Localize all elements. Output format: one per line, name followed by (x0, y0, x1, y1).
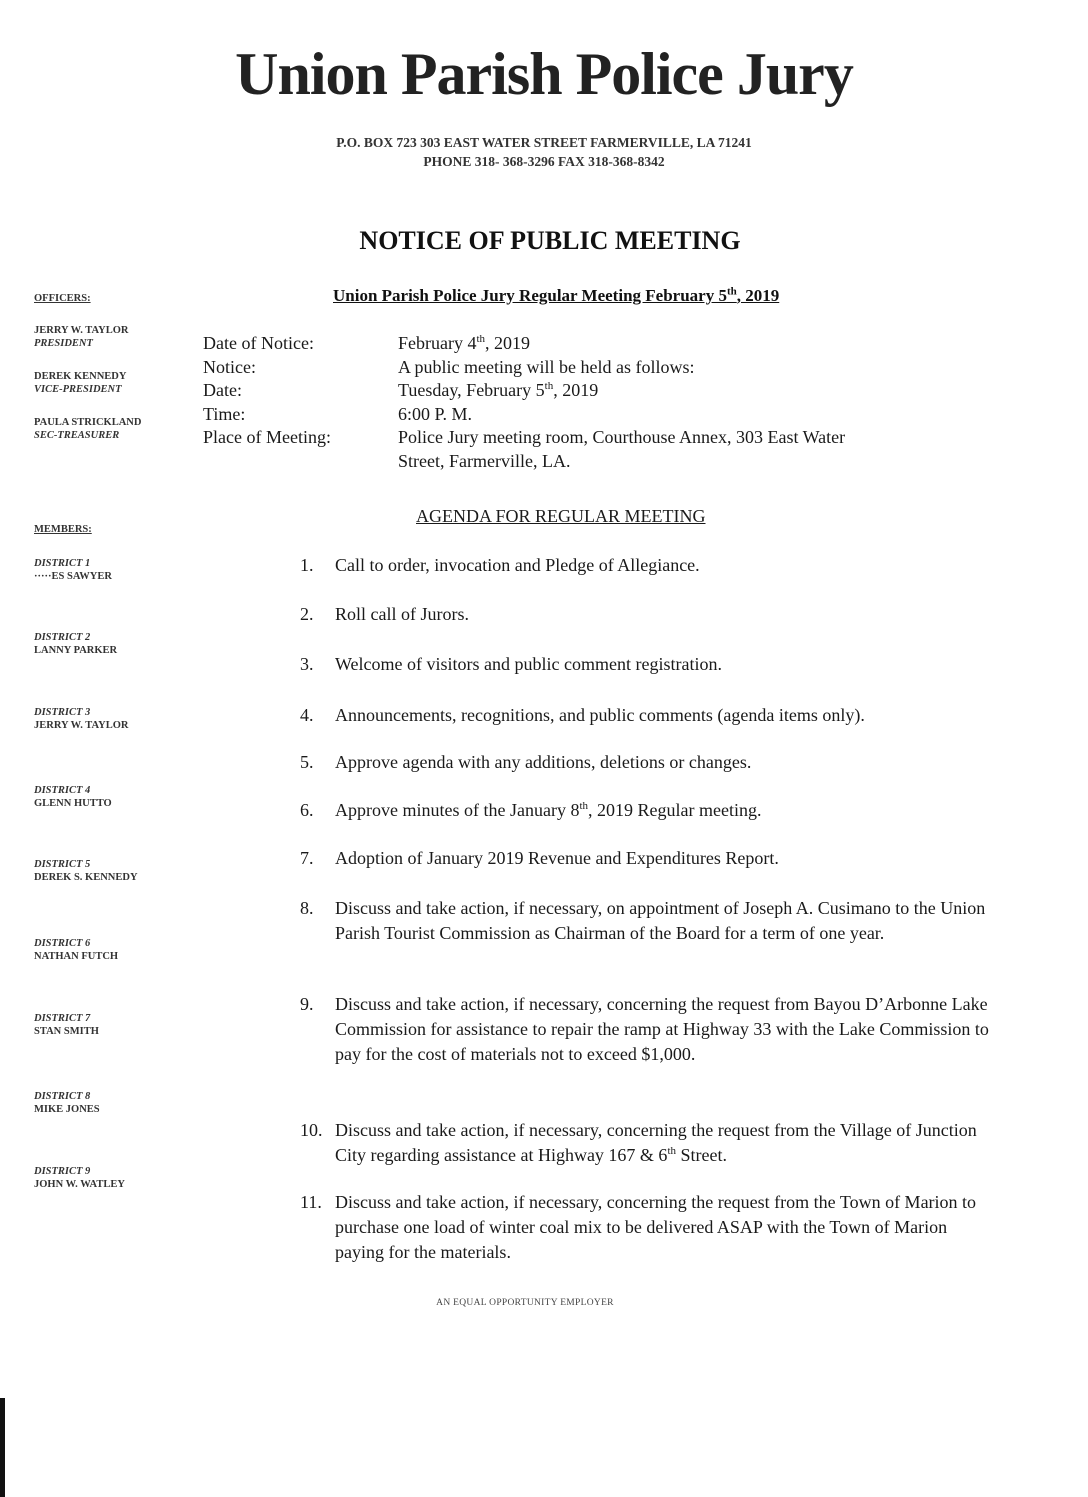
date-of-notice-year: , 2019 (485, 333, 531, 353)
date-of-notice-sup: th (476, 333, 486, 345)
member-entry (34, 706, 204, 732)
officer-name: JERRY W. TAYLOR (34, 325, 129, 336)
agenda-item (300, 602, 990, 627)
agenda-text-part: Street. (676, 1145, 727, 1165)
agenda-item (300, 1190, 990, 1265)
member-district: DISTRICT 4 (34, 785, 91, 796)
agenda-number: 1. (300, 555, 314, 575)
officer-name: PAULA STRICKLAND (34, 417, 142, 428)
agenda-text (335, 1118, 990, 1168)
agenda-number: 6. (300, 800, 314, 820)
agenda-text: Announcements, recognitions, and public comments (agenda items only). (335, 705, 865, 725)
agenda-item (300, 896, 990, 946)
agenda-text-part: , 2019 Regular meeting. (588, 800, 762, 820)
agenda-number: 3. (300, 654, 314, 674)
meeting-title-sup: th (726, 285, 737, 298)
agenda-text: Adoption of January 2019 Revenue and Expenditures Report. (335, 848, 779, 868)
date-text: Tuesday, February 5 (398, 380, 545, 400)
detail-label: Date: (203, 380, 242, 400)
members-heading: MEMBERS: (34, 524, 92, 535)
agenda-number: 5. (300, 752, 314, 772)
member-name: LANNY PARKER (34, 645, 118, 656)
organization-name: Union Parish Police Jury (235, 41, 853, 107)
date-of-notice-text: February 4 (398, 333, 477, 353)
member-district: DISTRICT 9 (34, 1166, 91, 1177)
notice-title: NOTICE OF PUBLIC MEETING (359, 226, 741, 255)
detail-row-place (203, 426, 963, 473)
agenda-item (300, 992, 990, 1067)
detail-label: Time: (203, 403, 246, 424)
agenda-item (300, 798, 990, 823)
agenda-heading: AGENDA FOR REGULAR MEETING (416, 506, 706, 526)
place-line: Street, Farmerville, LA. (398, 450, 571, 471)
agenda-item (300, 846, 990, 871)
officer-name: DEREK KENNEDY (34, 371, 127, 382)
agenda-text-sup: th (579, 800, 589, 812)
detail-label: Date of Notice: (203, 333, 314, 353)
member-name: STAN SMITH (34, 1026, 99, 1037)
agenda-text (335, 798, 990, 823)
member-entry (34, 937, 204, 963)
officers-heading: OFFICERS: (34, 293, 91, 304)
detail-label: Notice: (203, 356, 256, 377)
agenda-number: 11. (300, 1192, 322, 1212)
member-district: DISTRICT 1 (34, 558, 91, 569)
agenda-text: Discuss and take action, if necessary, on appointment of Joseph A. Cusimano to the Union Parish Tourist Commission as Chairman of the Board for a term of one year. (335, 898, 986, 943)
member-entry (34, 557, 204, 583)
member-district: DISTRICT 6 (34, 938, 91, 949)
agenda-number: 2. (300, 604, 314, 624)
agenda-text-part: Discuss and take action, if necessary, concerning the request from the Village of Junction City regarding assistance at Highway 167 & 6 (335, 1120, 977, 1165)
detail-row-time (203, 403, 963, 427)
officer-role: PRESIDENT (34, 338, 93, 349)
date-year: , 2019 (553, 380, 599, 400)
agenda-text-part: Approve minutes of the January 8 (335, 800, 580, 820)
member-name: MIKE JONES (34, 1104, 100, 1115)
agenda-item (300, 652, 990, 677)
officer-entry (34, 370, 204, 396)
meeting-title-year: , 2019 (736, 286, 780, 305)
agenda-item (300, 703, 990, 728)
member-entry (34, 631, 204, 657)
member-name: DEREK S. KENNEDY (34, 872, 138, 883)
officer-entry (34, 324, 204, 350)
footer-text: AN EQUAL OPPORTUNITY EMPLOYER (436, 1298, 614, 1308)
detail-label: Place of Meeting: (203, 427, 331, 447)
detail-row-notice (203, 356, 963, 380)
scan-edge-mark (0, 1398, 5, 1497)
detail-value (398, 426, 963, 473)
detail-row-date-of-notice (203, 332, 963, 356)
agenda-text: Discuss and take action, if necessary, concerning the request from the Town of Marion to purchase one load of winter coal mix to be delivered ASAP with the Town of Marion paying for the materials. (335, 1192, 977, 1262)
member-name: GLENN HUTTO (34, 798, 112, 809)
agenda-text: Welcome of visitors and public comment registration. (335, 654, 722, 674)
agenda-item (300, 750, 990, 775)
detail-row-date (203, 379, 963, 403)
detail-value: A public meeting will be held as follows: (398, 356, 695, 377)
organization-phone-fax: PHONE 318- 368-3296 FAX 318-368-8342 (423, 154, 665, 169)
detail-value (398, 379, 963, 403)
agenda-text: Approve agenda with any additions, deletions or changes. (335, 752, 752, 772)
date-sup: th (544, 380, 554, 392)
organization-contact (0, 133, 1088, 171)
member-name: NATHAN FUTCH (34, 951, 119, 962)
member-district: DISTRICT 8 (34, 1091, 91, 1102)
member-entry (34, 784, 204, 810)
place-line: Police Jury meeting room, Courthouse Annex, 303 East Water (398, 427, 846, 447)
member-district: DISTRICT 5 (34, 859, 91, 870)
meeting-details (203, 332, 963, 473)
agenda-item (300, 553, 990, 578)
officer-entry (34, 416, 204, 442)
agenda-number: 4. (300, 705, 314, 725)
agenda-number: 9. (300, 994, 314, 1014)
member-name: JERRY W. TAYLOR (34, 720, 129, 731)
agenda-number: 8. (300, 898, 314, 918)
detail-value (398, 332, 963, 356)
member-district: DISTRICT 7 (34, 1013, 91, 1024)
member-name: JOHN W. WATLEY (34, 1179, 125, 1190)
officer-role: VICE-PRESIDENT (34, 384, 122, 395)
detail-value: 6:00 P. M. (398, 403, 473, 424)
officer-role: SEC-TREASURER (34, 430, 120, 441)
meeting-title (333, 286, 779, 306)
agenda-number: 10. (300, 1120, 323, 1140)
member-name: ·····ES SAWYER (34, 571, 112, 582)
member-entry (34, 1090, 204, 1116)
agenda-text: Roll call of Jurors. (335, 604, 469, 624)
agenda-text: Discuss and take action, if necessary, concerning the request from Bayou D’Arbonne Lake Commission for assistance to repair the ramp at Highway 33 with the Lake Commission to pay for the cost of materials not to exceed $1,000. (335, 994, 989, 1064)
agenda-text-sup: th (667, 1145, 676, 1157)
meeting-title-main: Union Parish Police Jury Regular Meeting February 5 (333, 286, 727, 305)
member-district: DISTRICT 3 (34, 707, 91, 718)
member-entry (34, 1012, 204, 1038)
organization-address: P.O. BOX 723 303 EAST WATER STREET FARMERVILLE, LA 71241 (336, 135, 752, 150)
member-district: DISTRICT 2 (34, 632, 91, 643)
agenda-number: 7. (300, 848, 314, 868)
agenda-item (300, 1118, 990, 1168)
member-entry (34, 1165, 204, 1191)
agenda-text: Call to order, invocation and Pledge of Allegiance. (335, 555, 700, 575)
member-entry (34, 858, 204, 884)
